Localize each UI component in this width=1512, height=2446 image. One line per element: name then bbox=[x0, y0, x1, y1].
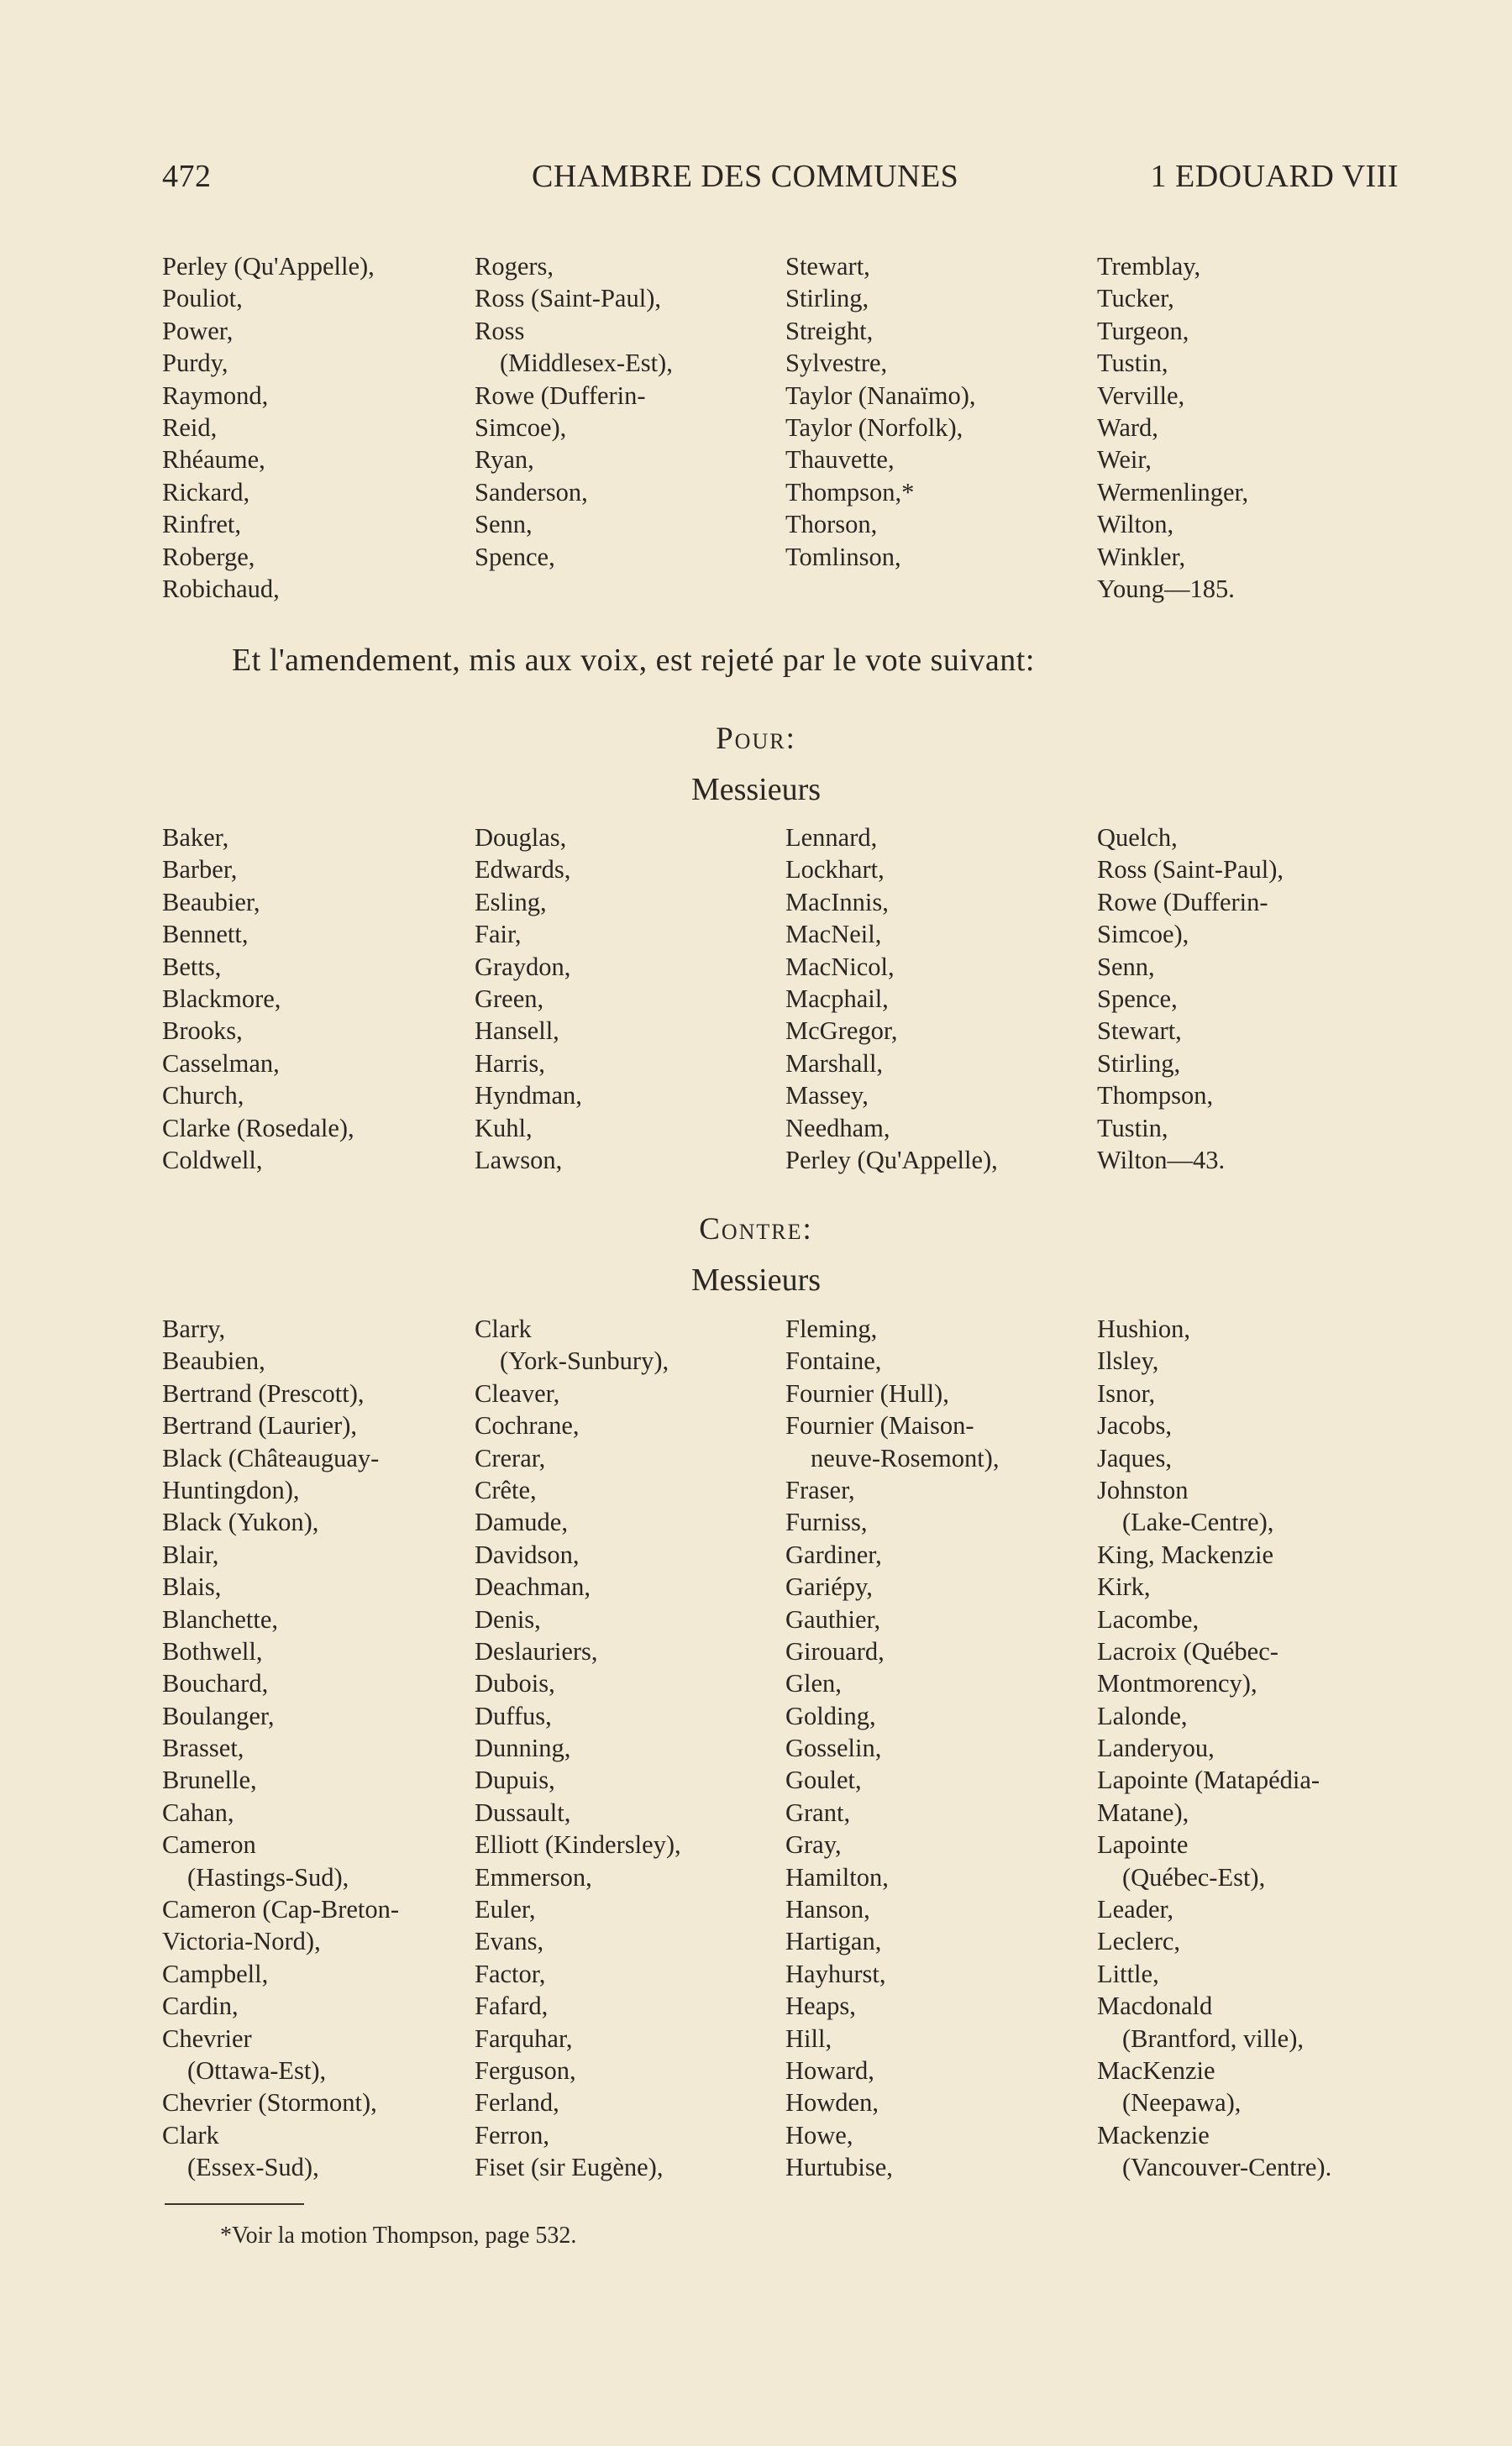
member-name: Clark bbox=[475, 1315, 532, 1343]
member-name: Lacroix (Québec- bbox=[1097, 1636, 1278, 1666]
member-name: Thauvette, bbox=[785, 445, 895, 475]
member-name: Church, bbox=[162, 1081, 244, 1110]
member-name: Brasset, bbox=[162, 1734, 244, 1763]
member-name: Sanderson, bbox=[475, 477, 588, 507]
member-name: (York-Sunbury), bbox=[500, 1346, 669, 1376]
member-name: Bertrand (Prescott), bbox=[162, 1378, 365, 1408]
name-column bbox=[785, 821, 1098, 1176]
member-name: Deslauriers, bbox=[475, 1636, 598, 1666]
member-name: Jacobs, bbox=[1097, 1411, 1172, 1441]
member-name: Hurtubise, bbox=[785, 2153, 893, 2182]
member-name: Leader, bbox=[1097, 1895, 1174, 1924]
member-name: Wermenlinger, bbox=[1097, 477, 1249, 507]
member-name: Hushion, bbox=[1097, 1315, 1190, 1343]
member-name: Kirk, bbox=[1097, 1572, 1151, 1602]
member-name: Howden, bbox=[785, 2088, 879, 2118]
member-name: Damude, bbox=[475, 1508, 568, 1537]
member-name: King, Mackenzie bbox=[1097, 1540, 1274, 1569]
contre-subheading: Messieurs bbox=[690, 1262, 822, 1298]
member-name: Rowe (Dufferin- bbox=[475, 381, 646, 410]
member-name: Barry, bbox=[162, 1315, 226, 1343]
member-name: Macphail, bbox=[785, 984, 889, 1013]
member-name: Elliott (Kindersley), bbox=[475, 1830, 681, 1860]
member-name: Harris, bbox=[475, 1048, 545, 1078]
member-name: Weir, bbox=[1097, 445, 1152, 475]
member-name: Bennett, bbox=[162, 920, 249, 949]
member-name: Johnston bbox=[1097, 1475, 1189, 1504]
member-name: Simcoe), bbox=[475, 412, 567, 442]
member-name: Reid, bbox=[162, 412, 218, 442]
member-name: Streight, bbox=[785, 316, 874, 345]
member-name: (Ottawa-Est), bbox=[187, 2055, 327, 2085]
member-name: Bothwell, bbox=[162, 1636, 263, 1666]
member-name: Boulanger, bbox=[162, 1701, 275, 1730]
member-name: Ferron, bbox=[475, 2120, 549, 2149]
name-column bbox=[162, 821, 475, 1176]
amendment-result-sentence: Et l'amendement, mis aux voix, est rejeté par le vote suivant: bbox=[232, 643, 1035, 678]
member-name: Gauthier, bbox=[785, 1604, 881, 1634]
member-name: Mackenzie bbox=[1097, 2120, 1210, 2149]
member-name: Davidson, bbox=[475, 1540, 580, 1569]
member-name: Senn, bbox=[1097, 952, 1155, 981]
member-name: (Hastings-Sud), bbox=[187, 1862, 349, 1892]
member-name: (Brantford, ville), bbox=[1122, 2023, 1304, 2053]
member-name: Taylor (Norfolk), bbox=[785, 412, 963, 442]
member-name: Heaps, bbox=[785, 1992, 856, 2021]
member-name: Cleaver, bbox=[475, 1378, 560, 1408]
member-name: neuve-Rosemont), bbox=[811, 1443, 1000, 1472]
member-name: Campbell, bbox=[162, 1959, 269, 1988]
member-name: Beaubien, bbox=[162, 1346, 265, 1376]
member-name: Little, bbox=[1097, 1959, 1159, 1988]
member-name: Spence, bbox=[1097, 984, 1178, 1013]
member-name: Landeryou, bbox=[1097, 1734, 1215, 1763]
member-name: Sylvestre, bbox=[785, 349, 888, 378]
member-name: Stirling, bbox=[1097, 1048, 1181, 1078]
member-name: (Québec-Est), bbox=[1122, 1862, 1266, 1892]
member-name: Fafard, bbox=[475, 1992, 549, 2021]
member-name: Lockhart, bbox=[785, 855, 885, 884]
member-name: Jaques, bbox=[1097, 1443, 1172, 1472]
member-name: Fiset (sir Eugène), bbox=[475, 2153, 664, 2182]
member-name: Beaubier, bbox=[162, 887, 260, 916]
member-name: Young—185. bbox=[1097, 574, 1235, 603]
member-name: (Essex-Sud), bbox=[187, 2153, 319, 2182]
member-name: Dubois, bbox=[475, 1669, 555, 1698]
member-name: Hill, bbox=[785, 2023, 832, 2053]
member-name: Verville, bbox=[1097, 381, 1185, 410]
member-name: Taylor (Nanaïmo), bbox=[785, 381, 976, 410]
member-name: Purdy, bbox=[162, 349, 228, 378]
member-name: Lennard, bbox=[785, 823, 878, 852]
member-name: Tremblay, bbox=[1097, 252, 1201, 281]
member-name: Dunning, bbox=[475, 1734, 571, 1763]
member-name: Marshall, bbox=[785, 1048, 884, 1078]
member-name: Perley (Qu'Appelle), bbox=[162, 252, 375, 281]
member-name: Farquhar, bbox=[475, 2023, 573, 2053]
member-name: Cahan, bbox=[162, 1798, 234, 1827]
member-name: Hartigan, bbox=[785, 1927, 882, 1956]
member-name: Fleming, bbox=[785, 1315, 878, 1343]
member-name: Glen, bbox=[785, 1669, 842, 1698]
member-name: Wilton—43. bbox=[1097, 1145, 1226, 1174]
member-name: Chevrier (Stormont), bbox=[162, 2088, 377, 2118]
member-name: Rogers, bbox=[475, 252, 554, 281]
member-name: Hansell, bbox=[475, 1016, 559, 1046]
member-name: Thompson,* bbox=[785, 477, 915, 507]
member-name: Power, bbox=[162, 316, 234, 345]
member-name: Tomlinson, bbox=[785, 542, 901, 571]
pour-subheading: Messieurs bbox=[690, 772, 822, 807]
member-name: Edwards, bbox=[475, 855, 571, 884]
member-name: Lalonde, bbox=[1097, 1701, 1188, 1730]
member-name: Howe, bbox=[785, 2120, 853, 2149]
member-name: Blais, bbox=[162, 1572, 222, 1602]
member-name: Gariépy, bbox=[785, 1572, 873, 1602]
member-name: Isnor, bbox=[1097, 1378, 1156, 1408]
member-name: (Lake-Centre), bbox=[1122, 1508, 1274, 1537]
member-name: Factor, bbox=[475, 1959, 546, 1988]
member-name: Hamilton, bbox=[785, 1862, 889, 1892]
member-name: Hyndman, bbox=[475, 1081, 582, 1110]
member-name: Montmorency), bbox=[1097, 1669, 1257, 1698]
member-name: Fair, bbox=[475, 920, 522, 949]
member-name: Crerar, bbox=[475, 1443, 546, 1472]
member-name: Lapointe bbox=[1097, 1830, 1189, 1860]
member-name: Senn, bbox=[475, 510, 533, 539]
member-name: Emmerson, bbox=[475, 1862, 592, 1892]
page-header bbox=[162, 158, 1399, 200]
member-name: Barber, bbox=[162, 855, 238, 884]
member-name: Esling, bbox=[475, 887, 547, 916]
member-name: Rinfret, bbox=[162, 510, 242, 539]
member-name: Girouard, bbox=[785, 1636, 885, 1666]
footnote-rule bbox=[165, 2203, 304, 2205]
member-name: Gray, bbox=[785, 1830, 842, 1860]
member-name: Grant, bbox=[785, 1798, 851, 1827]
name-column bbox=[475, 821, 787, 1176]
member-name: Cameron bbox=[162, 1830, 256, 1860]
running-title: CHAMBRE DES COMMUNES bbox=[532, 159, 959, 194]
name-column bbox=[785, 1313, 1098, 2184]
member-name: (Vancouver-Centre). bbox=[1122, 2153, 1332, 2182]
page-number: 472 bbox=[162, 159, 212, 194]
member-name: Hayhurst, bbox=[785, 1959, 886, 1988]
member-name: Cochrane, bbox=[475, 1411, 580, 1441]
member-name: Green, bbox=[475, 984, 544, 1013]
member-name: MacNicol, bbox=[785, 952, 895, 981]
member-name: Dupuis, bbox=[475, 1766, 555, 1795]
name-column bbox=[1097, 1313, 1410, 2184]
member-name: Thorson, bbox=[785, 510, 878, 539]
member-name: Tustin, bbox=[1097, 1113, 1168, 1142]
member-name: Black (Châteauguay- bbox=[162, 1443, 380, 1472]
member-name: Black (Yukon), bbox=[162, 1508, 319, 1537]
member-name: Gosselin, bbox=[785, 1734, 882, 1763]
member-name: Betts, bbox=[162, 952, 222, 981]
member-name: Evans, bbox=[475, 1927, 544, 1956]
member-name: Furniss, bbox=[785, 1508, 868, 1537]
member-name: Chevrier bbox=[162, 2023, 252, 2053]
member-name: Fraser, bbox=[785, 1475, 855, 1504]
member-name: Ryan, bbox=[475, 445, 534, 475]
member-name: Tustin, bbox=[1097, 349, 1168, 378]
member-name: Winkler, bbox=[1097, 542, 1186, 571]
member-name: Fournier (Hull), bbox=[785, 1378, 949, 1408]
member-name: Bouchard, bbox=[162, 1669, 269, 1698]
member-name: (Middlesex-Est), bbox=[500, 349, 673, 378]
member-name: Golding, bbox=[785, 1701, 876, 1730]
name-column bbox=[162, 1313, 475, 2184]
name-column bbox=[1097, 821, 1410, 1176]
name-column bbox=[1097, 250, 1410, 605]
reign-label: 1 EDOUARD VIII bbox=[1150, 159, 1399, 194]
member-name: Graydon, bbox=[475, 952, 571, 981]
member-name: Douglas, bbox=[475, 823, 567, 852]
member-name: Fournier (Maison- bbox=[785, 1411, 974, 1441]
member-name: Coldwell, bbox=[162, 1145, 263, 1174]
member-name: Tucker, bbox=[1097, 284, 1174, 313]
member-name: Ross bbox=[475, 316, 525, 345]
member-name: MacNeil, bbox=[785, 920, 882, 949]
member-name: Pouliot, bbox=[162, 284, 243, 313]
member-name: Macdonald bbox=[1097, 1992, 1213, 2021]
member-name: Rhéaume, bbox=[162, 445, 265, 475]
member-name: Goulet, bbox=[785, 1766, 862, 1795]
member-name: Needham, bbox=[785, 1113, 890, 1142]
member-name: Clarke (Rosedale), bbox=[162, 1113, 354, 1142]
name-column bbox=[162, 250, 475, 605]
member-name: Robichaud, bbox=[162, 574, 280, 603]
member-name: Spence, bbox=[475, 542, 555, 571]
name-column bbox=[475, 250, 787, 573]
member-name: Crête, bbox=[475, 1475, 537, 1504]
member-name: Stirling, bbox=[785, 284, 869, 313]
member-name: Baker, bbox=[162, 823, 229, 852]
member-name: Quelch, bbox=[1097, 823, 1178, 852]
member-name: Blair, bbox=[162, 1540, 219, 1569]
member-name: Matane), bbox=[1097, 1798, 1189, 1827]
member-name: Lapointe (Matapédia- bbox=[1097, 1766, 1320, 1795]
member-name: Simcoe), bbox=[1097, 920, 1189, 949]
member-name: Wilton, bbox=[1097, 510, 1174, 539]
pour-heading: Pour: bbox=[716, 722, 796, 756]
member-name: Gardiner, bbox=[785, 1540, 882, 1569]
member-name: Stewart, bbox=[1097, 1016, 1182, 1046]
member-name: Ward, bbox=[1097, 412, 1158, 442]
member-name: Duffus, bbox=[475, 1701, 552, 1730]
member-name: Blackmore, bbox=[162, 984, 281, 1013]
name-column bbox=[785, 250, 1098, 573]
member-name: Turgeon, bbox=[1097, 316, 1189, 345]
member-name: Rowe (Dufferin- bbox=[1097, 887, 1268, 916]
contre-heading: Contre: bbox=[699, 1212, 813, 1247]
member-name: Casselman, bbox=[162, 1048, 280, 1078]
member-name: Massey, bbox=[785, 1081, 869, 1110]
member-name: Perley (Qu'Appelle), bbox=[785, 1145, 998, 1174]
member-name: Dussault, bbox=[475, 1798, 571, 1827]
member-name: Ross (Saint-Paul), bbox=[1097, 855, 1284, 884]
member-name: MacInnis, bbox=[785, 887, 889, 916]
member-name: Lawson, bbox=[475, 1145, 563, 1174]
member-name: Blanchette, bbox=[162, 1604, 279, 1634]
member-name: Cameron (Cap-Breton- bbox=[162, 1895, 400, 1924]
member-name: Leclerc, bbox=[1097, 1927, 1181, 1956]
member-name: Raymond, bbox=[162, 381, 269, 410]
member-name: Ross (Saint-Paul), bbox=[475, 284, 661, 313]
member-name: Lacombe, bbox=[1097, 1604, 1200, 1634]
member-name: Denis, bbox=[475, 1604, 541, 1634]
name-column bbox=[475, 1313, 787, 2184]
member-name: Victoria-Nord), bbox=[162, 1927, 321, 1956]
member-name: (Neepawa), bbox=[1122, 2088, 1242, 2118]
member-name: Kuhl, bbox=[475, 1113, 533, 1142]
member-name: Deachman, bbox=[475, 1572, 591, 1602]
member-name: McGregor, bbox=[785, 1016, 898, 1046]
member-name: Bertrand (Laurier), bbox=[162, 1411, 358, 1441]
footnote: *Voir la motion Thompson, page 532. bbox=[220, 2223, 577, 2249]
member-name: Rickard, bbox=[162, 477, 250, 507]
member-name: MacKenzie bbox=[1097, 2055, 1215, 2085]
member-name: Roberge, bbox=[162, 542, 255, 571]
member-name: Ferguson, bbox=[475, 2055, 576, 2085]
member-name: Euler, bbox=[475, 1895, 536, 1924]
member-name: Stewart, bbox=[785, 252, 870, 281]
member-name: Cardin, bbox=[162, 1992, 239, 2021]
member-name: Brunelle, bbox=[162, 1766, 257, 1795]
member-name: Brooks, bbox=[162, 1016, 243, 1046]
member-name: Ferland, bbox=[475, 2088, 559, 2118]
member-name: Clark bbox=[162, 2120, 219, 2149]
member-name: Thompson, bbox=[1097, 1081, 1214, 1110]
member-name: Ilsley, bbox=[1097, 1346, 1159, 1376]
member-name: Hanson, bbox=[785, 1895, 870, 1924]
member-name: Huntingdon), bbox=[162, 1475, 300, 1504]
member-name: Howard, bbox=[785, 2055, 874, 2085]
member-name: Fontaine, bbox=[785, 1346, 882, 1376]
